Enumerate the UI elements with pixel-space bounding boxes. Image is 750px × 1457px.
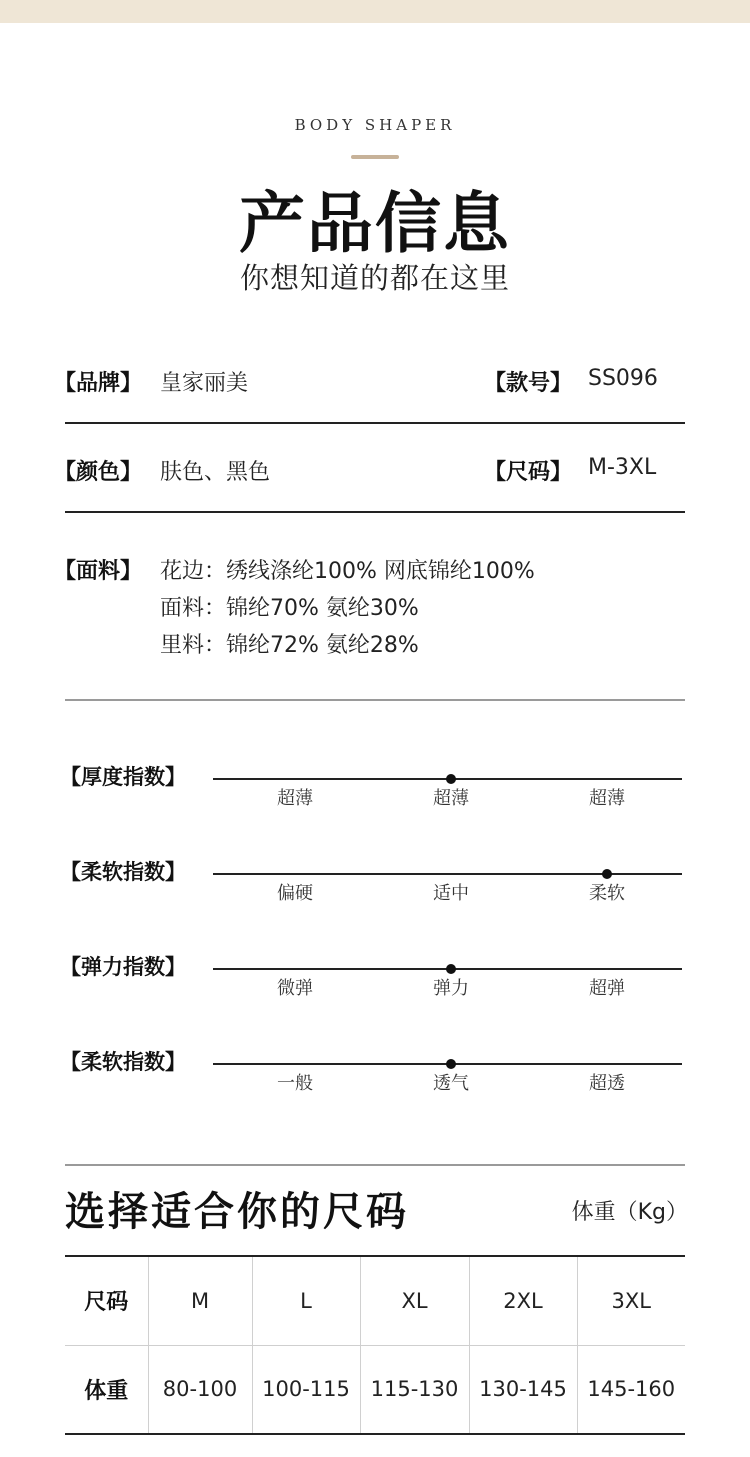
model-label: 【款号】 — [484, 371, 573, 396]
elasticity-index — [60, 955, 685, 1011]
thickness-index — [60, 765, 685, 821]
index-tick-label: 弹力 — [433, 978, 469, 999]
table-cell: M — [148, 1256, 252, 1345]
color-size-row — [54, 455, 685, 485]
index-label: 【柔软指数】 — [60, 1050, 186, 1074]
index-label: 【厚度指数】 — [60, 765, 186, 789]
index-tick-label: 微弹 — [277, 978, 313, 999]
fabric-label: 【面料】 — [54, 559, 143, 584]
fabric-lace-line: 花边：绣线涤纶100% 网底锦纶100% — [160, 559, 535, 584]
breathability-index — [60, 1050, 685, 1106]
table-row-header: 体重 — [65, 1345, 148, 1434]
divider — [65, 699, 685, 701]
index-marker — [446, 1059, 456, 1069]
table-cell: XL — [360, 1256, 469, 1345]
table-row — [65, 1256, 685, 1345]
page-title: 产品信息 — [239, 184, 511, 262]
table-cell: 115-130 — [360, 1345, 469, 1434]
index-tick-label: 超薄 — [589, 788, 625, 809]
page-subtitle: 你想知道的都在这里 — [239, 261, 510, 295]
english-subtitle: BODY SHAPER — [294, 116, 456, 134]
color-label: 【颜色】 — [54, 460, 143, 485]
divider — [65, 1164, 685, 1166]
size-table — [65, 1255, 685, 1435]
index-label: 【柔软指数】 — [60, 860, 186, 884]
table-row-header: 尺码 — [65, 1256, 148, 1345]
table-cell: 100-115 — [252, 1345, 360, 1434]
fabric-lining-line: 里料：锦纶72% 氨纶28% — [160, 633, 419, 658]
table-cell: 3XL — [577, 1256, 685, 1345]
table-cell: 80-100 — [148, 1345, 252, 1434]
index-tick-label: 超薄 — [277, 788, 313, 809]
index-tick-label: 柔软 — [589, 883, 625, 904]
index-tick-label: 适中 — [433, 883, 469, 904]
index-tick-label: 超薄 — [433, 788, 469, 809]
fabric-shell-line: 面料：锦纶70% 氨纶30% — [160, 596, 419, 621]
brand-model-row — [54, 366, 685, 396]
index-tick-label: 超弹 — [589, 978, 625, 999]
brand-label: 【品牌】 — [54, 371, 143, 396]
size-chart-unit: 体重（Kg） — [571, 1200, 688, 1225]
index-marker — [602, 869, 612, 879]
divider — [65, 511, 685, 513]
table-cell: L — [252, 1256, 360, 1345]
index-tick-label: 超透 — [589, 1073, 625, 1094]
size-value: M-3XL — [588, 455, 657, 480]
divider — [65, 422, 685, 424]
table-cell: 145-160 — [577, 1345, 685, 1434]
top-decorative-band — [0, 0, 750, 23]
size-chart-title: 选择适合你的尺码 — [65, 1188, 409, 1235]
size-label: 【尺码】 — [484, 460, 573, 485]
index-tick-label: 偏硬 — [277, 883, 313, 904]
color-value: 肤色、黑色 — [160, 460, 271, 485]
table-cell: 130-145 — [469, 1345, 577, 1434]
index-marker — [446, 964, 456, 974]
table-cell: 2XL — [469, 1256, 577, 1345]
index-marker — [446, 774, 456, 784]
index-label: 【弹力指数】 — [60, 955, 186, 979]
model-value: SS096 — [588, 366, 658, 391]
softness-index — [60, 860, 685, 916]
accent-divider — [351, 155, 399, 159]
table-row — [65, 1345, 685, 1434]
index-tick-label: 一般 — [277, 1073, 313, 1094]
index-tick-label: 透气 — [433, 1073, 469, 1094]
brand-value: 皇家丽美 — [160, 371, 249, 396]
